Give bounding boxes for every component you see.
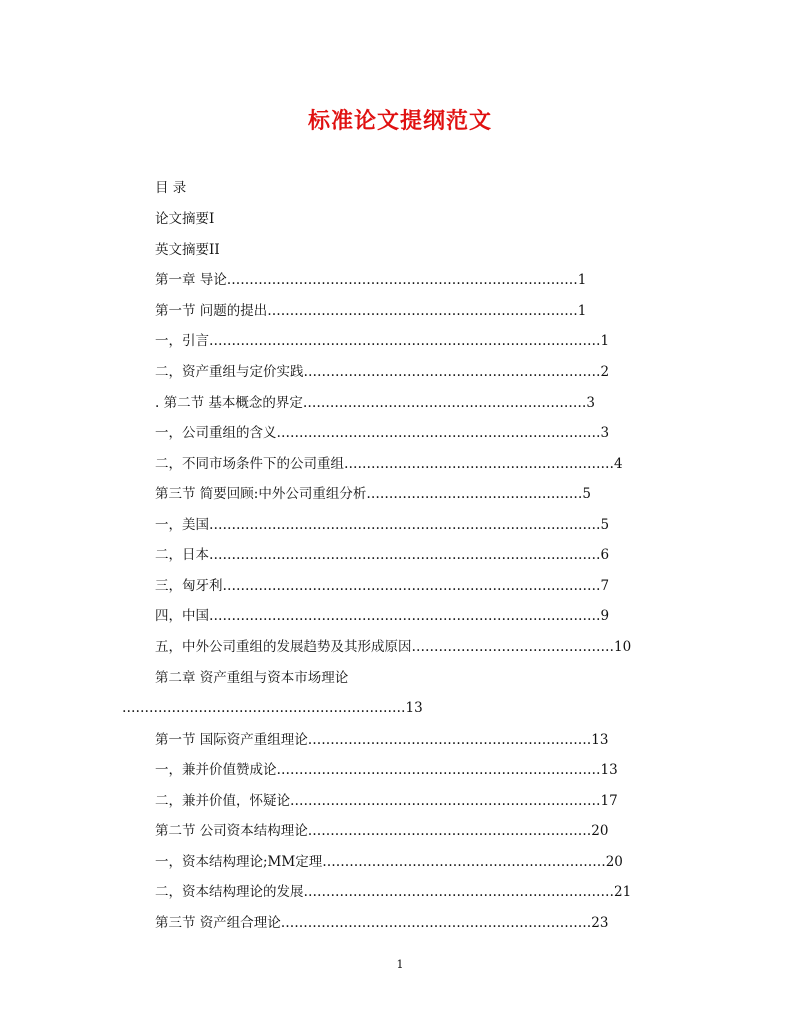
toc-entry: 第一节 国际资产重组理论………………………………………………………13 [155, 732, 609, 748]
toc-entry: 一，兼并价值赞成论………………………………………………………………13 [155, 762, 618, 778]
toc-entry: 第一节 问题的提出……………………………………………………………1 [155, 303, 587, 319]
toc-entry: 第三节 资产组合理论……………………………………………………………23 [155, 915, 609, 931]
toc-entry: 二，日本……………………………………………………………………………6 [155, 547, 610, 563]
toc-entry: 论文摘要I [155, 211, 215, 227]
toc-entry: 一，资本结构理论;MM定理………………………………………………………20 [155, 854, 623, 870]
toc-entry: 二，兼并价值，怀疑论……………………………………………………………17 [155, 793, 618, 809]
toc-entry: 二，不同市场条件下的公司重组……………………………………………………4 [155, 456, 623, 472]
toc-heading: 目 录 [155, 180, 187, 196]
toc-entry: 第二章 资产重组与资本市场理论 [155, 670, 349, 686]
toc-entry-continuation: ………………………………………………………13 [122, 700, 423, 716]
toc-entry: 二，资本结构理论的发展……………………………………………………………21 [155, 884, 632, 900]
toc-entry: 第三节 简要回顾:中外公司重组分析…………………………………………5 [155, 486, 591, 502]
toc-entry: 四，中国……………………………………………………………………………9 [155, 608, 610, 624]
toc-entry: 二，资产重组与定价实践…………………………………………………………2 [155, 364, 610, 380]
document-title: 标准论文提纲范文 [307, 108, 492, 134]
toc-entry: . 第二节 基本概念的界定………………………………………………………3 [155, 395, 595, 411]
toc-entry: 英文摘要II [155, 242, 220, 258]
toc-entry: 三，匈牙利…………………………………………………………………………7 [155, 578, 610, 594]
toc-entry: 一，公司重组的含义………………………………………………………………3 [155, 425, 610, 441]
toc-entry: 第一章 导论……………………………………………………………………1 [155, 272, 587, 288]
toc-entry: 五，中外公司重组的发展趋势及其形成原因………………………………………10 [155, 639, 632, 655]
toc-entry: 第二节 公司资本结构理论………………………………………………………20 [155, 823, 609, 839]
toc-entry: 一，美国……………………………………………………………………………5 [155, 517, 610, 533]
page-number: 1 [396, 958, 404, 971]
toc-entry: 一，引言……………………………………………………………………………1 [155, 333, 610, 349]
